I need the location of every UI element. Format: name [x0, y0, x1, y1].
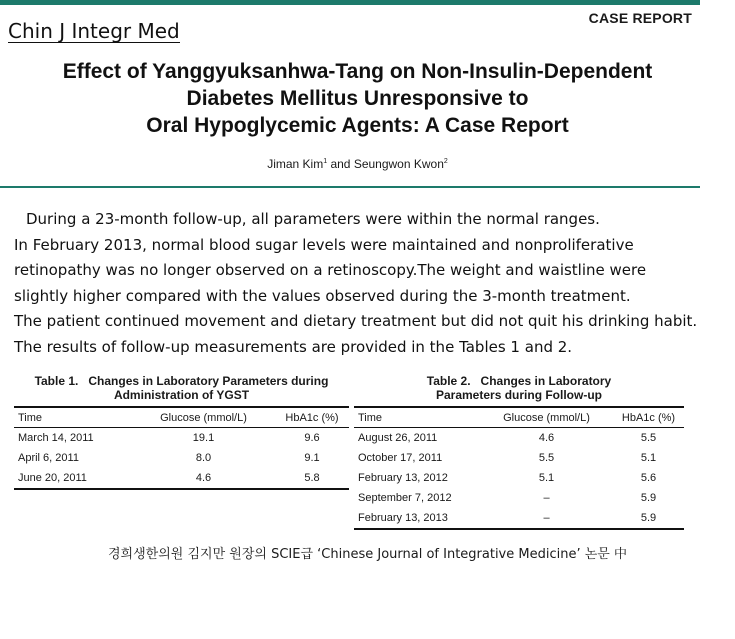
table1-header-row: [14, 407, 349, 428]
cell-time: April 6, 2011: [18, 452, 79, 464]
table-row: [354, 488, 684, 508]
author-affiliation: 1: [323, 158, 328, 165]
cell-time: June 20, 2011: [14, 468, 132, 489]
table1: [14, 406, 349, 490]
body-line: In February 2013, normal blood sugar levels were maintained and nonproliferative: [14, 235, 634, 254]
body-line: During a 23-month follow-up, all parameters were within the normal ranges.: [26, 210, 600, 228]
table-row: [14, 448, 349, 468]
table2-col-glucose: Glucose (mmol/L): [480, 407, 613, 428]
table1-caption: [14, 374, 349, 402]
table2-caption-line: Parameters during Follow-up: [435, 388, 603, 402]
cell-hba1c: 9.6: [304, 432, 320, 444]
table1-col-hba1c: HbA1c (%): [275, 407, 349, 428]
header-divider: [0, 186, 700, 188]
author-name: Jiman Kim: [267, 157, 324, 171]
cell-hba1c: 5.5: [640, 432, 657, 444]
author-affiliation: 2: [443, 158, 448, 165]
section-label: CASE REPORT: [588, 10, 692, 26]
body-line: The results of follow-up measurements are provided in the Tables 1 and 2.: [14, 337, 573, 356]
cell-time: September 7, 2012: [358, 492, 452, 504]
body-line: slightly higher compared with the values observed during the 3-month treatment.: [14, 286, 631, 305]
table1-caption-line: Table 1. Changes in Laboratory Parameters during: [34, 374, 329, 388]
table-row: [354, 508, 684, 529]
top-accent-bar: [0, 0, 700, 5]
journal-name: Chin J Integr Med: [8, 19, 180, 43]
cell-time: February 13, 2013: [354, 508, 480, 529]
table2-col-time: Time: [354, 407, 480, 428]
cell-glucose: 8.0: [195, 452, 212, 464]
table2-header-row: [354, 407, 684, 428]
table-row: [354, 468, 684, 488]
table-row: [14, 428, 349, 449]
cell-glucose: 5.1: [538, 472, 555, 484]
author-line: [0, 157, 715, 171]
cell-time: August 26, 2011: [358, 432, 438, 444]
table2-caption-line: Table 2. Changes in Laboratory: [426, 374, 612, 388]
cell-hba1c: 5.1: [640, 452, 657, 464]
cell-time: March 14, 2011: [18, 432, 94, 444]
cell-glucose: 4.6: [538, 432, 555, 444]
table1-caption-line: Administration of YGST: [113, 388, 250, 402]
table-row: [14, 468, 349, 489]
title-line: Oral Hypoglycemic Agents: A Case Report: [146, 114, 569, 137]
title-line: Diabetes Mellitus Unresponsive to: [186, 87, 529, 110]
title-line: Effect of Yanggyuksanhwa-Tang on Non-Insulin-Dependent: [62, 60, 653, 83]
cell-hba1c: 5.9: [640, 492, 657, 504]
author-join: and: [327, 157, 354, 171]
cell-glucose: 19.1: [192, 432, 215, 444]
cell-hba1c: 9.1: [304, 452, 320, 464]
cell-glucose: 4.6: [132, 468, 275, 489]
cell-glucose: –: [543, 492, 550, 504]
table1-col-glucose: Glucose (mmol/L): [132, 407, 275, 428]
table2-col-hba1c: HbA1c (%): [613, 407, 684, 428]
cell-glucose: 5.5: [538, 452, 555, 464]
body-line: The patient continued movement and dietary treatment but did not quit his drinking habit.: [14, 312, 698, 330]
article-title: [0, 58, 715, 139]
author-name: Seungwon Kwon: [353, 157, 444, 171]
cell-time: February 13, 2012: [358, 472, 448, 484]
body-line: retinopathy was no longer observed on a retinoscopy.The weight and waistline were: [14, 261, 647, 279]
table2-caption: [354, 374, 684, 402]
cell-hba1c: 5.6: [640, 472, 657, 484]
source-caption: 경희생한의원 김지만 원장의 SCIE급 ‘Chinese Journal of Integrative Medicine’ 논문 中: [108, 547, 627, 562]
cell-hba1c: 5.8: [275, 468, 349, 489]
cell-hba1c: 5.9: [613, 508, 684, 529]
body-paragraph: [14, 207, 698, 360]
table-row: [354, 428, 684, 449]
cell-glucose: –: [480, 508, 613, 529]
table-row: [354, 448, 684, 468]
table1-col-time: Time: [14, 407, 132, 428]
cell-time: October 17, 2011: [358, 452, 443, 464]
table2: [354, 406, 684, 530]
